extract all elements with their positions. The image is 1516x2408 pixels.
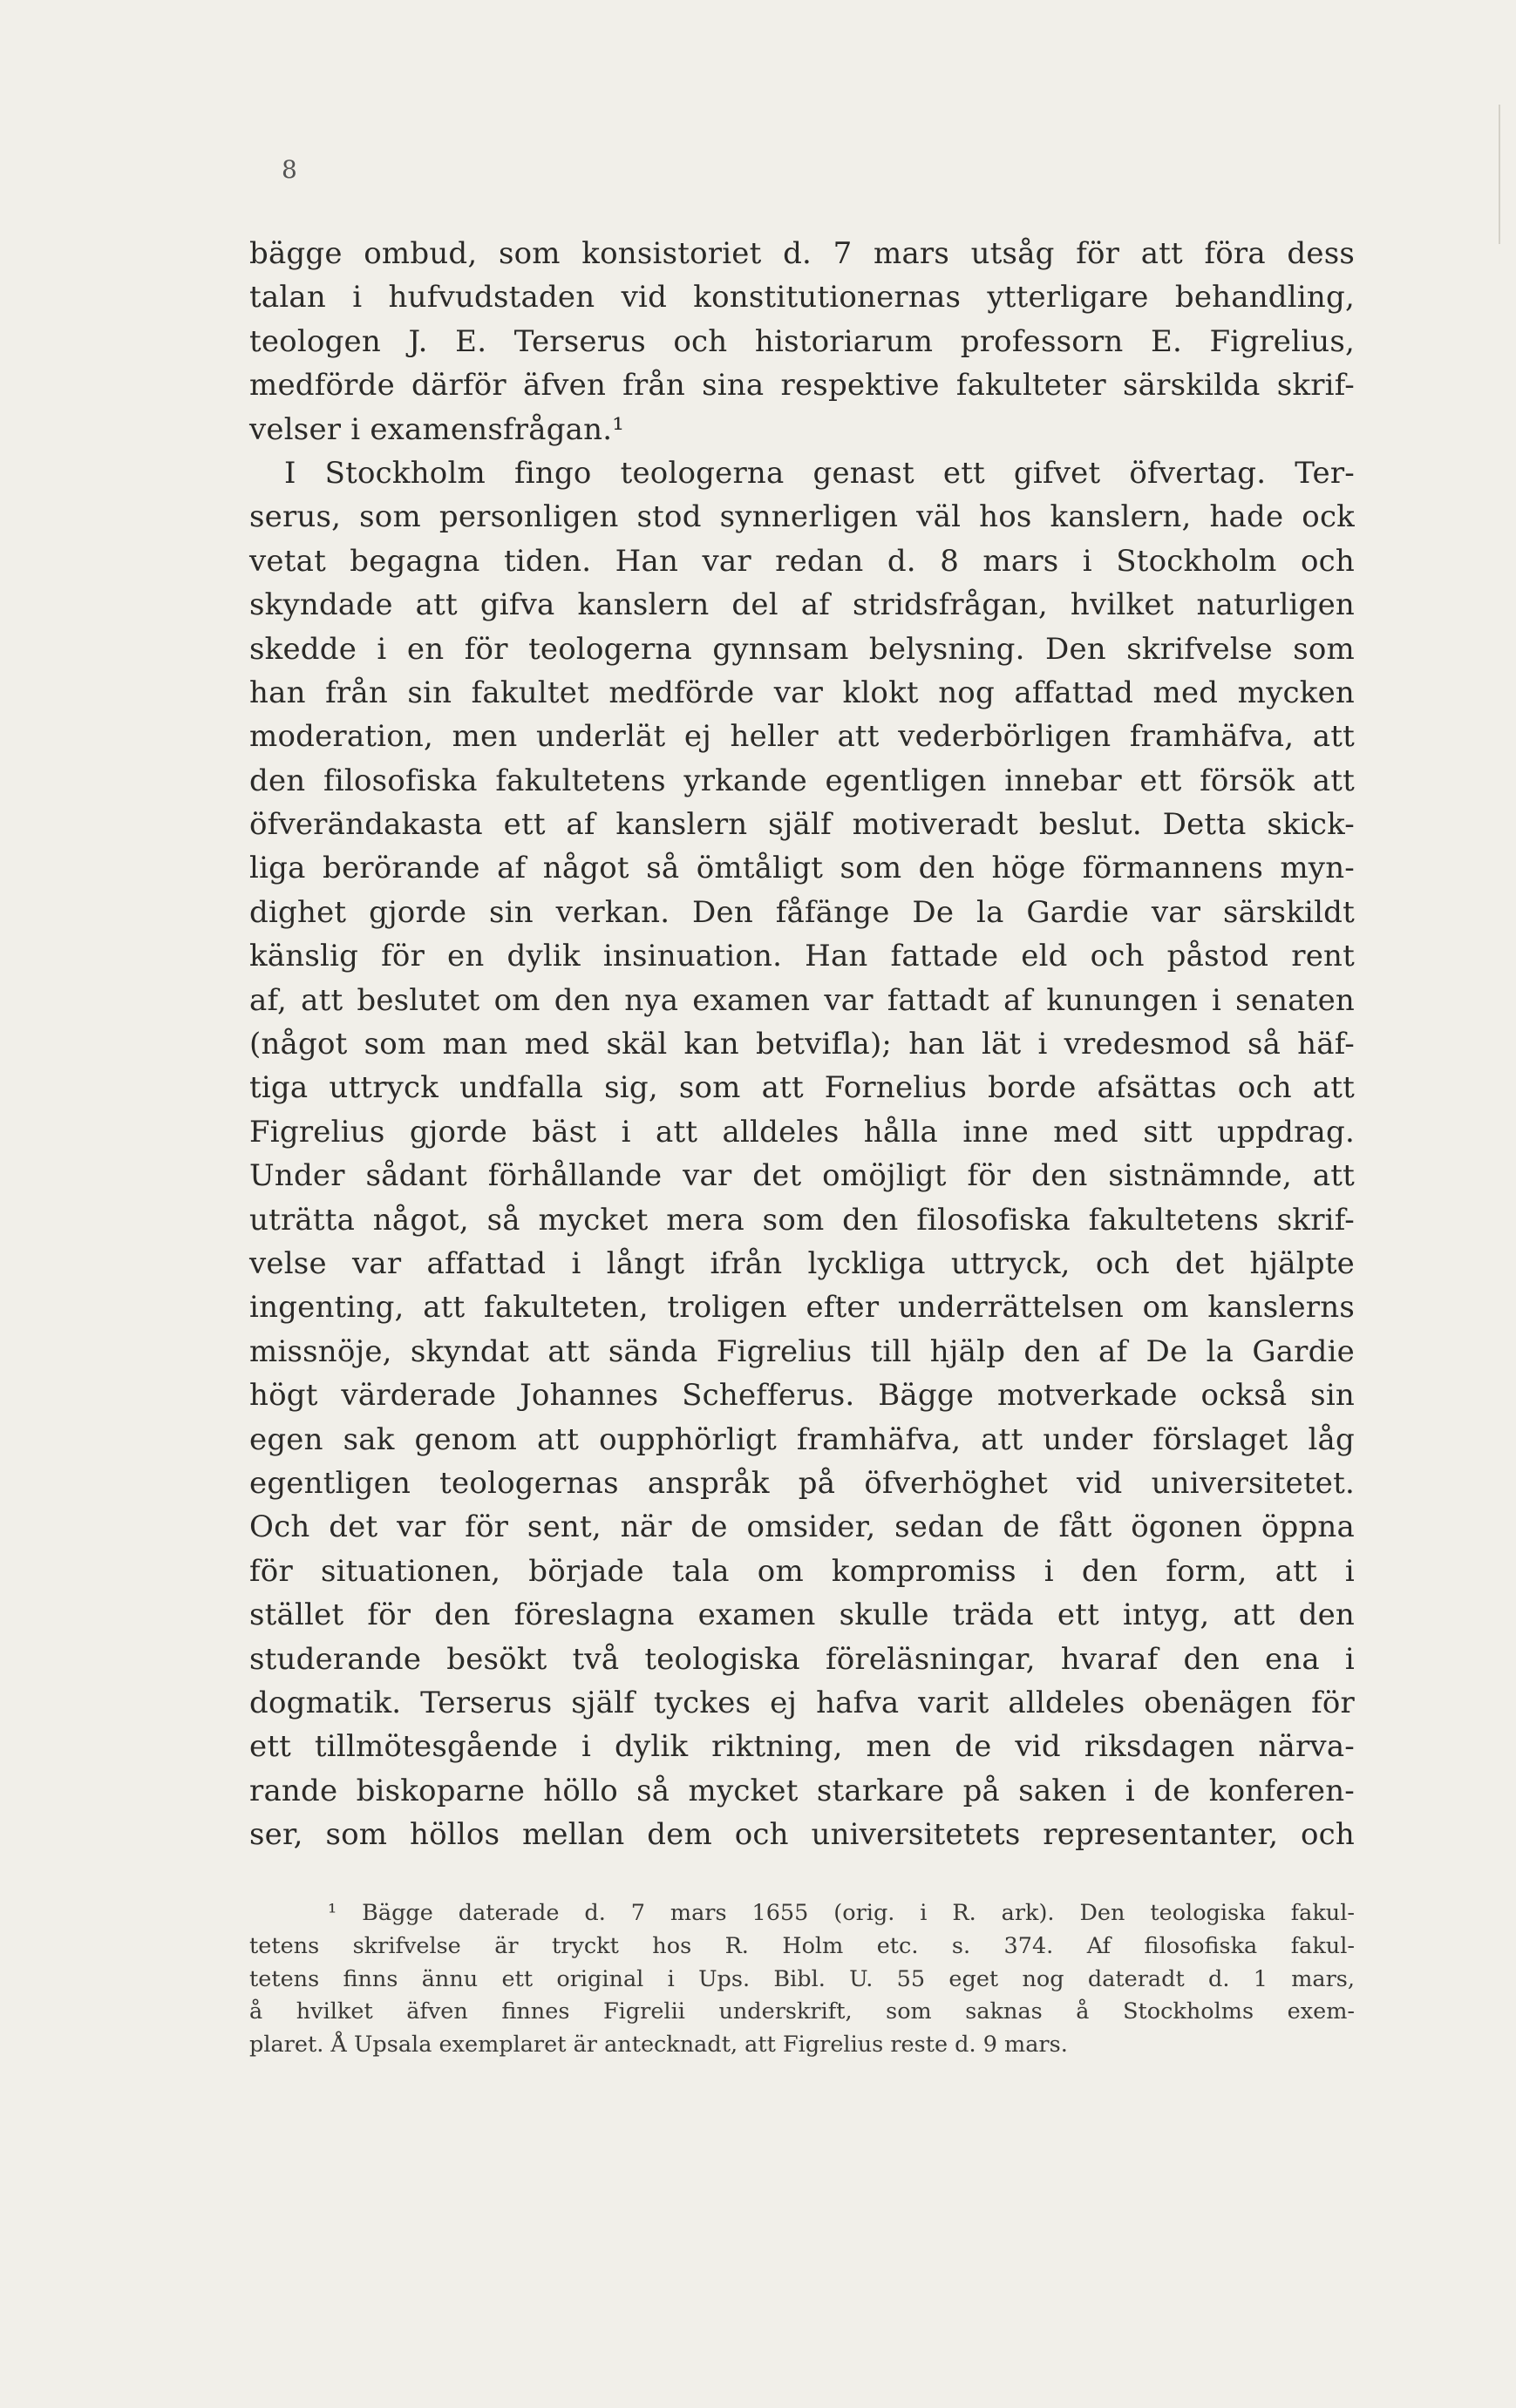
text-line: (något som man med skäl kan betvifla); han lät i vredesmod så häf- — [249, 1027, 1355, 1062]
text-line: af, att beslutet om den nya examen var fattadt af kunungen i senaten — [249, 982, 1355, 1018]
text-line: dogmatik. Terserus själf tyckes ej hafva varit alldeles obenägen för — [249, 1685, 1355, 1720]
text-line: ett tillmötesgående i dylik riktning, men de vid riksdagen närva- — [249, 1729, 1355, 1765]
text-line: känslig för en dylik insinuation. Han fattade eld och påstod rent — [249, 939, 1355, 974]
text-line: velser i examensfrågan.¹ — [249, 411, 625, 447]
text-line: ingenting, att fakulteten, troligen efter underrättelsen om kanslerns — [249, 1290, 1355, 1326]
text-line: I Stockholm fingo teologerna genast ett gifvet öfvertag. Ter- — [284, 455, 1355, 491]
text-line: för situationen, började tala om kompromiss i den form, att i — [249, 1553, 1355, 1589]
text-line: skyndade att gifva kanslern del af stridsfrågan, hvilket naturligen — [249, 587, 1355, 623]
text-line: moderation, men underlät ej heller att vederbörligen framhäfva, att — [249, 719, 1355, 755]
text-line: Figrelius gjorde bäst i att alldeles hålla inne med sitt uppdrag. — [249, 1114, 1355, 1150]
footnote-line: ¹ Bägge daterade d. 7 mars 1655 (orig. i R. ark). Den teologiska fakul- — [328, 1900, 1355, 1926]
text-line: velse var affattad i långt ifrån lyckliga uttryck, och det hjälpte — [249, 1245, 1355, 1281]
text-line: studerande besökt två teologiska föreläsningar, hvaraf den ena i — [249, 1641, 1355, 1677]
text-line: uträtta något, så mycket mera som den filosofiska fakultetens skrif- — [249, 1202, 1355, 1238]
text-line: rande biskoparne höllo så mycket starkare på saken i de konferen- — [249, 1773, 1355, 1808]
page-number: 8 — [282, 155, 297, 184]
text-line: Under sådant förhållande var det omöjligt för den sistnämnde, att — [249, 1158, 1355, 1194]
text-line: vetat begagna tiden. Han var redan d. 8 mars i Stockholm och — [249, 543, 1355, 579]
text-line: talan i hufvudstaden vid konstitutionernas ytterligare behandling, — [249, 280, 1355, 315]
footnote-line: tetens skrifvelse är tryckt hos R. Holm etc. s. 374. Af filosofiska fakul- — [249, 1932, 1355, 1959]
text-line: teologen J. E. Terserus och historiarum professorn E. Figrelius, — [249, 323, 1355, 359]
footnotes — [249, 1897, 1355, 2062]
text-line: dighet gjorde sin verkan. Den fåfänge De la Gardie var särskildt — [249, 894, 1355, 930]
text-line: den filosofiska fakultetens yrkande egentligen innebar ett försök att — [249, 763, 1355, 798]
text-line: högt värderade Johannes Schefferus. Bägge motverkade också sin — [249, 1378, 1355, 1414]
footnote-line: å hvilket äfven finnes Figrelii underskrift, som saknas å Stockholms exem- — [249, 1998, 1355, 2025]
text-line: stället för den föreslagna examen skulle träda ett intyg, att den — [249, 1597, 1355, 1633]
body-text — [249, 232, 1355, 1856]
text-line: han från sin fakultet medförde var klokt nog affattad med mycken — [249, 675, 1355, 710]
footnote-line: tetens finns ännu ett original i Ups. Bibl. U. 55 eget nog dateradt d. 1 mars, — [249, 1965, 1355, 1992]
text-line: skedde i en för teologerna gynnsam belysning. Den skrifvelse som — [249, 631, 1355, 667]
text-line: egen sak genom att oupphörligt framhäfva, att under förslaget låg — [249, 1421, 1355, 1457]
text-line: tiga uttryck undfalla sig, som att Fornelius borde afsättas och att — [249, 1070, 1355, 1106]
footnote-line: plaret. Å Upsala exemplaret är antecknadt, att Figrelius reste d. 9 mars. — [249, 2032, 1068, 2059]
text-line: missnöje, skyndat att sända Figrelius till hjälp den af De la Gardie — [249, 1333, 1355, 1369]
text-line: öfverändakasta ett af kanslern själf motiveradt beslut. Detta skick- — [249, 807, 1355, 843]
text-line: Och det var för sent, när de omsider, sedan de fått ögonen öppna — [249, 1509, 1355, 1545]
text-line: liga berörande af något så ömtåligt som den höge förmannens myn- — [249, 851, 1355, 886]
text-line: bägge ombud, som konsistoriet d. 7 mars utsåg för att föra dess — [249, 236, 1355, 271]
scan-edge — [1499, 105, 1500, 244]
text-line: egentligen teologernas anspråk på öfverhöghet vid universitetet. — [249, 1465, 1355, 1501]
text-line: medförde därför äfven från sina respektive fakulteter särskilda skrif- — [249, 368, 1355, 404]
text-line: serus, som personligen stod synnerligen väl hos kanslern, hade ock — [249, 499, 1355, 535]
text-line: ser, som höllos mellan dem och universitetets representanter, och — [249, 1817, 1355, 1853]
